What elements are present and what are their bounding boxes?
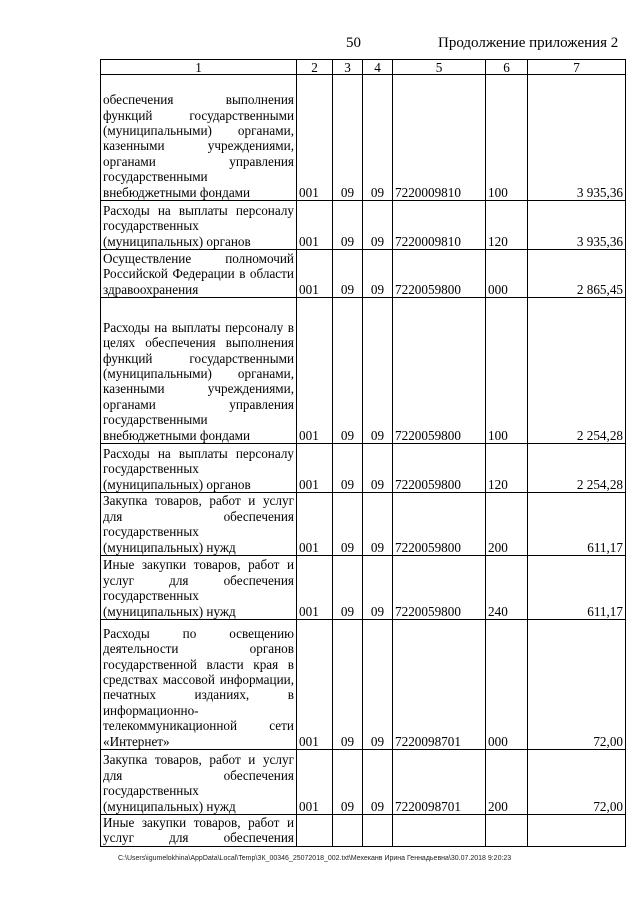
cell-target: 7220059800 (393, 493, 486, 556)
cell-code: 001 (297, 250, 333, 298)
column-header: 1 (101, 60, 297, 75)
cell-section: 09 (333, 556, 363, 620)
cell-type: 120 (486, 201, 528, 250)
cell-subsection: 09 (363, 250, 393, 298)
cell-target: 7220009810 (393, 201, 486, 250)
cell-amount: 72,00 (528, 620, 626, 750)
table-row (101, 250, 626, 298)
table-row (101, 750, 626, 815)
column-header: 4 (363, 60, 393, 75)
cell-target: 7220009810 (393, 75, 486, 201)
cell-amount: 3 935,36 (528, 75, 626, 201)
cell-code: 001 (297, 556, 333, 620)
cell-subsection: 09 (363, 493, 393, 556)
cell-subsection: 09 (363, 556, 393, 620)
item-name: Расходы на выплаты персоналу в целях обеспечения выполнения функций государственными (муниципальными) органами, казенными учреждениями, органами управления государственными внебюджетными фондами (101, 298, 297, 444)
cell-section: 09 (333, 750, 363, 815)
table-row (101, 298, 626, 444)
column-header: 3 (333, 60, 363, 75)
column-header: 2 (297, 60, 333, 75)
cell-subsection: 09 (363, 75, 393, 201)
table-row (101, 201, 626, 250)
cell-section (333, 815, 363, 847)
cell-type: 100 (486, 298, 528, 444)
cell-section: 09 (333, 298, 363, 444)
cell-target (393, 815, 486, 847)
cell-code: 001 (297, 444, 333, 493)
cell-amount: 611,17 (528, 493, 626, 556)
cell-code: 001 (297, 298, 333, 444)
cell-amount: 3 935,36 (528, 201, 626, 250)
cell-type: 000 (486, 620, 528, 750)
item-name: Осуществление полномочий Российской Федерации в области здравоохранения (101, 250, 297, 298)
page-number: 50 (346, 35, 361, 51)
cell-type: 100 (486, 75, 528, 201)
cell-amount: 72,00 (528, 750, 626, 815)
cell-code: 001 (297, 620, 333, 750)
cell-subsection: 09 (363, 750, 393, 815)
cell-code: 001 (297, 201, 333, 250)
cell-type: 200 (486, 493, 528, 556)
cell-target: 7220059800 (393, 556, 486, 620)
cell-subsection: 09 (363, 201, 393, 250)
cell-section: 09 (333, 201, 363, 250)
cell-section: 09 (333, 250, 363, 298)
cell-type: 200 (486, 750, 528, 815)
cell-target: 7220059800 (393, 250, 486, 298)
cell-amount: 2 865,45 (528, 250, 626, 298)
cell-target: 7220059800 (393, 298, 486, 444)
table-row (101, 75, 626, 201)
column-header: 6 (486, 60, 528, 75)
cell-type: 240 (486, 556, 528, 620)
item-name: Иные закупки товаров, работ и услуг для обеспечения государственных (муниципальных) нужд (101, 556, 297, 620)
cell-subsection: 09 (363, 444, 393, 493)
cell-type: 000 (486, 250, 528, 298)
cell-amount (528, 815, 626, 847)
column-header: 5 (393, 60, 486, 75)
cell-subsection (363, 815, 393, 847)
item-name: Закупка товаров, работ и услуг для обеспечения государственных (муниципальных) нужд (101, 750, 297, 815)
item-name: Иные закупки товаров, работ и услуг для обеспечения (101, 815, 297, 847)
table-row (101, 493, 626, 556)
cell-subsection: 09 (363, 620, 393, 750)
table-header-row (101, 60, 626, 75)
cell-target: 7220098701 (393, 620, 486, 750)
cell-type (486, 815, 528, 847)
cell-amount: 2 254,28 (528, 444, 626, 493)
cell-section: 09 (333, 444, 363, 493)
cell-code: 001 (297, 493, 333, 556)
table-row (101, 556, 626, 620)
cell-section: 09 (333, 75, 363, 201)
cell-target: 7220059800 (393, 444, 486, 493)
cell-type: 120 (486, 444, 528, 493)
cell-code: 001 (297, 750, 333, 815)
cell-code (297, 815, 333, 847)
cell-target: 7220098701 (393, 750, 486, 815)
column-header: 7 (528, 60, 626, 75)
item-name: Расходы по освещению деятельности органов государственной власти края в средствах массовой информации, печатных изданиях, в информационно-телекоммуникационной сети «Интернет» (101, 620, 297, 750)
item-name: Расходы на выплаты персоналу государственных (муниципальных) органов (101, 201, 297, 250)
table-row (101, 444, 626, 493)
cell-amount: 611,17 (528, 556, 626, 620)
item-name: Расходы на выплаты персоналу государственных (муниципальных) органов (101, 444, 297, 493)
header-caption: Продолжение приложения 2 (438, 35, 619, 51)
cell-amount: 2 254,28 (528, 298, 626, 444)
budget-table (100, 59, 626, 847)
item-name: обеспечения выполнения функций государственными (муниципальными) органами, казенными учреждениями, органами управления государственными внебюджетными фондами (101, 75, 297, 201)
footer-file-path: C:\Users\igumelokhina\AppData\Local\Temp\ЗК_00346_25072018_002.txt\Мехеканв Ирина Геннадьевна\30.07.2018 9:20:23 (118, 855, 512, 862)
cell-subsection: 09 (363, 298, 393, 444)
item-name: Закупка товаров, работ и услуг для обеспечения государственных (муниципальных) нужд (101, 493, 297, 556)
table-row (101, 815, 626, 847)
table-row (101, 620, 626, 750)
cell-section: 09 (333, 493, 363, 556)
cell-code: 001 (297, 75, 333, 201)
cell-section: 09 (333, 620, 363, 750)
